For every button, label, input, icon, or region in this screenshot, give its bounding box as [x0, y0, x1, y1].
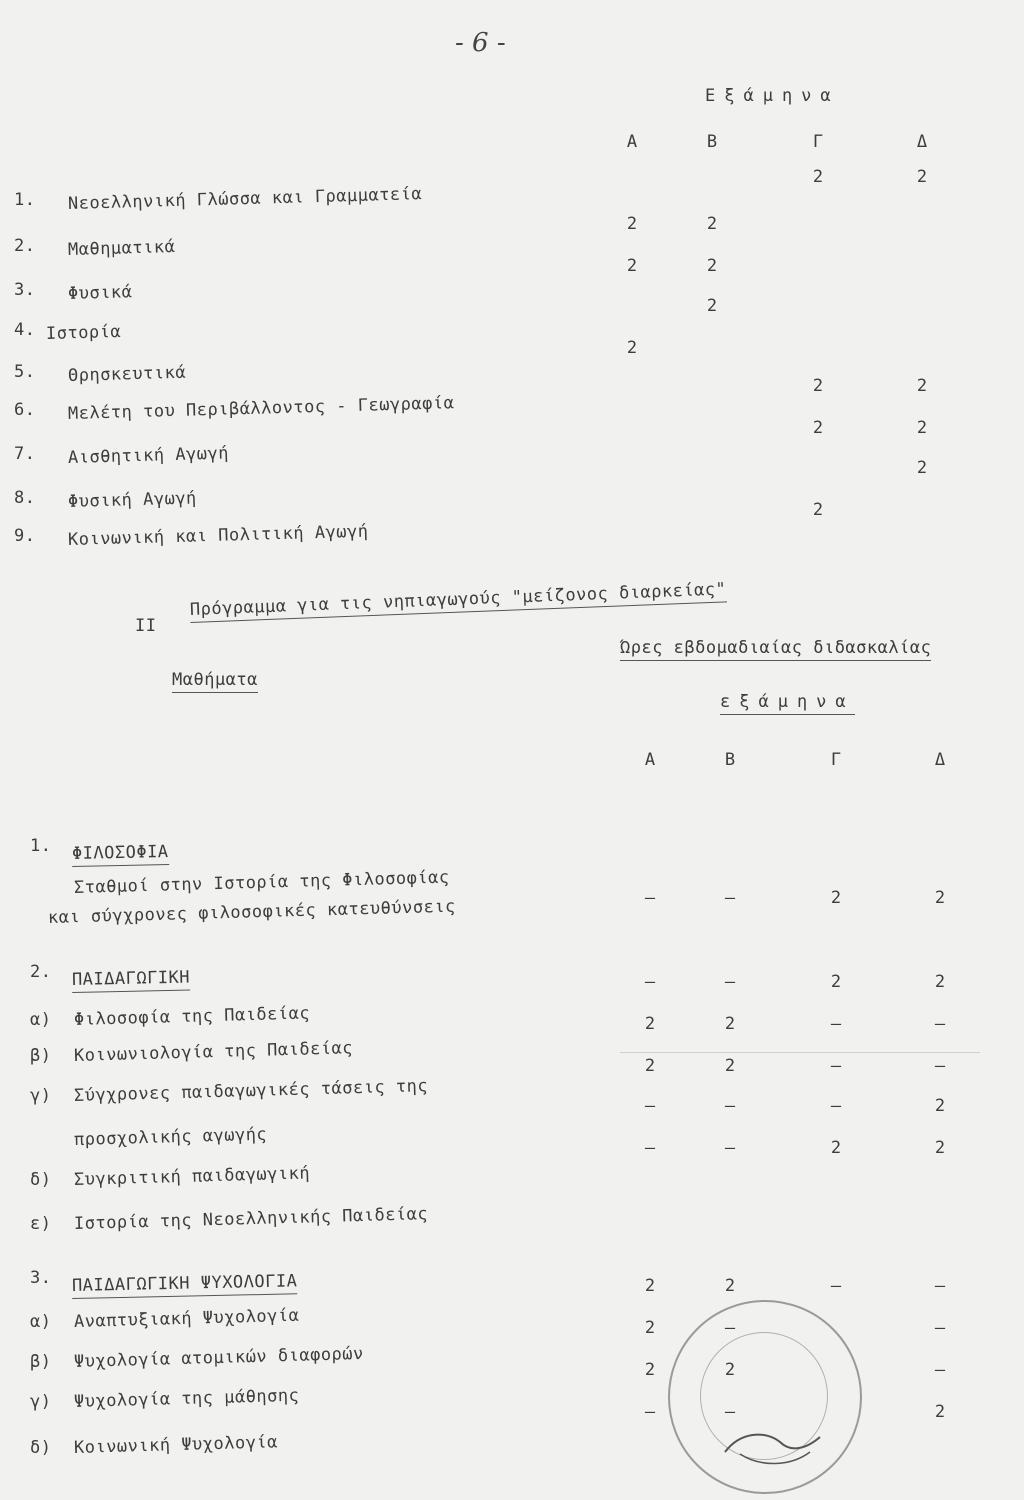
- subject-name: Μαθηματικά: [67, 237, 176, 260]
- item-text: Ψυχολογία ατομικών διαφορών: [73, 1343, 365, 1372]
- hours-value: 2: [706, 214, 718, 234]
- row-number: 5.: [14, 362, 36, 382]
- hours-value: –: [934, 1056, 946, 1076]
- hours-value: –: [934, 1014, 946, 1034]
- item-label: α): [30, 1010, 52, 1030]
- hours-value: –: [934, 1360, 946, 1380]
- hours-value: 2: [934, 972, 946, 992]
- hours-value: 2: [934, 1138, 946, 1158]
- hours-value: –: [644, 888, 656, 908]
- hours-value: 2: [916, 167, 928, 187]
- item-text: και σύγχρονες φιλοσοφικές κατευθύνσεις: [47, 896, 457, 928]
- item-text: προσχολικής αγωγής: [73, 1124, 268, 1150]
- hours-value: 2: [626, 256, 638, 276]
- hours-header: Ώρες εβδομαδιαίας διδασκαλίας: [620, 638, 931, 661]
- subjects-header: Μαθήματα: [172, 670, 258, 693]
- subject-name: Αισθητική Αγωγή: [67, 443, 230, 468]
- hours-value: –: [724, 888, 736, 908]
- item-label: γ): [30, 1086, 52, 1106]
- subject-name: Θρησκευτικά: [67, 362, 187, 386]
- official-seal: [668, 1300, 862, 1494]
- hours-value: –: [830, 1276, 842, 1296]
- row-number: 4.: [14, 320, 36, 340]
- hours-value: –: [934, 1318, 946, 1338]
- item-text: Σύγχρονες παιδαγωγικές τάσεις της: [73, 1076, 429, 1106]
- hours-value: 2: [644, 1014, 656, 1034]
- subject-name: Ιστορία: [45, 321, 122, 344]
- seal-signature-icon: [670, 1302, 860, 1492]
- item-label: β): [30, 1352, 52, 1372]
- hours-value: –: [934, 1276, 946, 1296]
- subject-name: Κοινωνική και Πολιτική Αγωγή: [67, 521, 369, 550]
- item-text: Ψυχολογία της μάθησης: [73, 1385, 300, 1412]
- bleed-through-line: [620, 1052, 980, 1053]
- section-title: ΠΑΙΔΑΓΩΓΙΚΗ ΨΥΧΟΛΟΓΙΑ: [72, 1271, 298, 1299]
- subject-name: Νεοελληνική Γλώσσα και Γραμματεία: [67, 184, 423, 214]
- part2-title: Πρόγραμμα για τις νηπιαγωγούς "μείζονος διαρκείας": [190, 579, 727, 623]
- subject-name: Φυσικά: [67, 282, 133, 304]
- row-number: 2.: [14, 236, 36, 256]
- hours-value: 2: [626, 338, 638, 358]
- part2-roman-numeral: II: [135, 616, 157, 636]
- hours-value: 2: [830, 888, 842, 908]
- hours-value: –: [724, 1402, 736, 1422]
- item-text: Σταθμοί στην Ιστορία της Φιλοσοφίας: [73, 867, 450, 898]
- row-number: 3.: [14, 280, 36, 300]
- item-label: β): [30, 1046, 52, 1066]
- hours-value: –: [724, 1096, 736, 1116]
- row-number: 1.: [14, 190, 36, 210]
- part2-semester-header: εξάμηνα: [720, 692, 855, 715]
- hours-value: 2: [812, 418, 824, 438]
- row-number: 9.: [14, 526, 36, 546]
- hours-value: –: [724, 1318, 736, 1338]
- semester-column-header: Α: [644, 750, 656, 770]
- row-number: 7.: [14, 444, 36, 464]
- hours-value: 2: [724, 1360, 736, 1380]
- subject-name: Φυσική Αγωγή: [67, 488, 198, 512]
- hours-value: –: [724, 972, 736, 992]
- item-label: δ): [30, 1170, 52, 1190]
- item-label: α): [30, 1312, 52, 1332]
- semester-column-header: Γ: [830, 750, 842, 770]
- subject-name: Μελέτη του Περιβάλλοντος - Γεωγραφία: [67, 393, 455, 424]
- hours-value: 2: [724, 1014, 736, 1034]
- hours-value: 2: [644, 1056, 656, 1076]
- hours-value: 2: [706, 256, 718, 276]
- hours-value: 2: [916, 376, 928, 396]
- hours-value: 2: [916, 458, 928, 478]
- section-number: 1.: [30, 836, 52, 856]
- section-number: 3.: [30, 1268, 52, 1288]
- semester-column-header: Α: [626, 132, 638, 152]
- hours-value: 2: [934, 1096, 946, 1116]
- hours-value: 2: [812, 376, 824, 396]
- hours-value: 2: [644, 1318, 656, 1338]
- section-number: 2.: [30, 962, 52, 982]
- row-number: 8.: [14, 488, 36, 508]
- hours-value: 2: [706, 296, 718, 316]
- section-title: ΠΑΙΔΑΓΩΓΙΚΗ: [72, 968, 191, 993]
- hours-value: 2: [644, 1360, 656, 1380]
- semester-column-header: Γ: [812, 132, 824, 152]
- hours-value: –: [644, 972, 656, 992]
- hours-value: 2: [916, 418, 928, 438]
- hours-value: –: [724, 1138, 736, 1158]
- item-text: Κοινωνική Ψυχολογία: [73, 1432, 279, 1458]
- hours-value: 2: [644, 1276, 656, 1296]
- hours-value: 2: [724, 1056, 736, 1076]
- item-text: Συγκριτική παιδαγωγική: [73, 1163, 311, 1190]
- hours-value: 2: [626, 214, 638, 234]
- item-label: δ): [30, 1438, 52, 1458]
- semester-column-header: Β: [724, 750, 736, 770]
- item-text: Αναπτυξιακή Ψυχολογία: [73, 1305, 300, 1332]
- semester-column-header: Δ: [916, 132, 928, 152]
- item-label: γ): [30, 1392, 52, 1412]
- hours-value: –: [830, 1096, 842, 1116]
- hours-value: 2: [830, 1138, 842, 1158]
- hours-value: 2: [934, 1402, 946, 1422]
- item-text: Φιλοσοφία της Παιδείας: [73, 1003, 311, 1030]
- hours-value: 2: [812, 500, 824, 520]
- hours-value: 2: [724, 1276, 736, 1296]
- hours-value: –: [644, 1096, 656, 1116]
- hours-value: –: [644, 1402, 656, 1422]
- hours-value: –: [830, 1056, 842, 1076]
- row-number: 6.: [14, 400, 36, 420]
- item-text: Ιστορία της Νεοελληνικής Παιδείας: [73, 1204, 429, 1234]
- hours-value: 2: [812, 167, 824, 187]
- hours-value: –: [644, 1138, 656, 1158]
- item-text: Κοινωνιολογία της Παιδείας: [73, 1038, 354, 1066]
- semester-column-header: Δ: [934, 750, 946, 770]
- semester-column-header: Β: [706, 132, 718, 152]
- section-title: ΦΙΛΟΣΟΦΙΑ: [72, 842, 169, 867]
- hours-value: 2: [934, 888, 946, 908]
- hours-value: –: [830, 1014, 842, 1034]
- item-label: ε): [30, 1214, 52, 1234]
- page-number: - 6 -: [455, 28, 506, 58]
- hours-value: 2: [830, 972, 842, 992]
- part1-semester-header: Εξάμηνα: [705, 86, 840, 106]
